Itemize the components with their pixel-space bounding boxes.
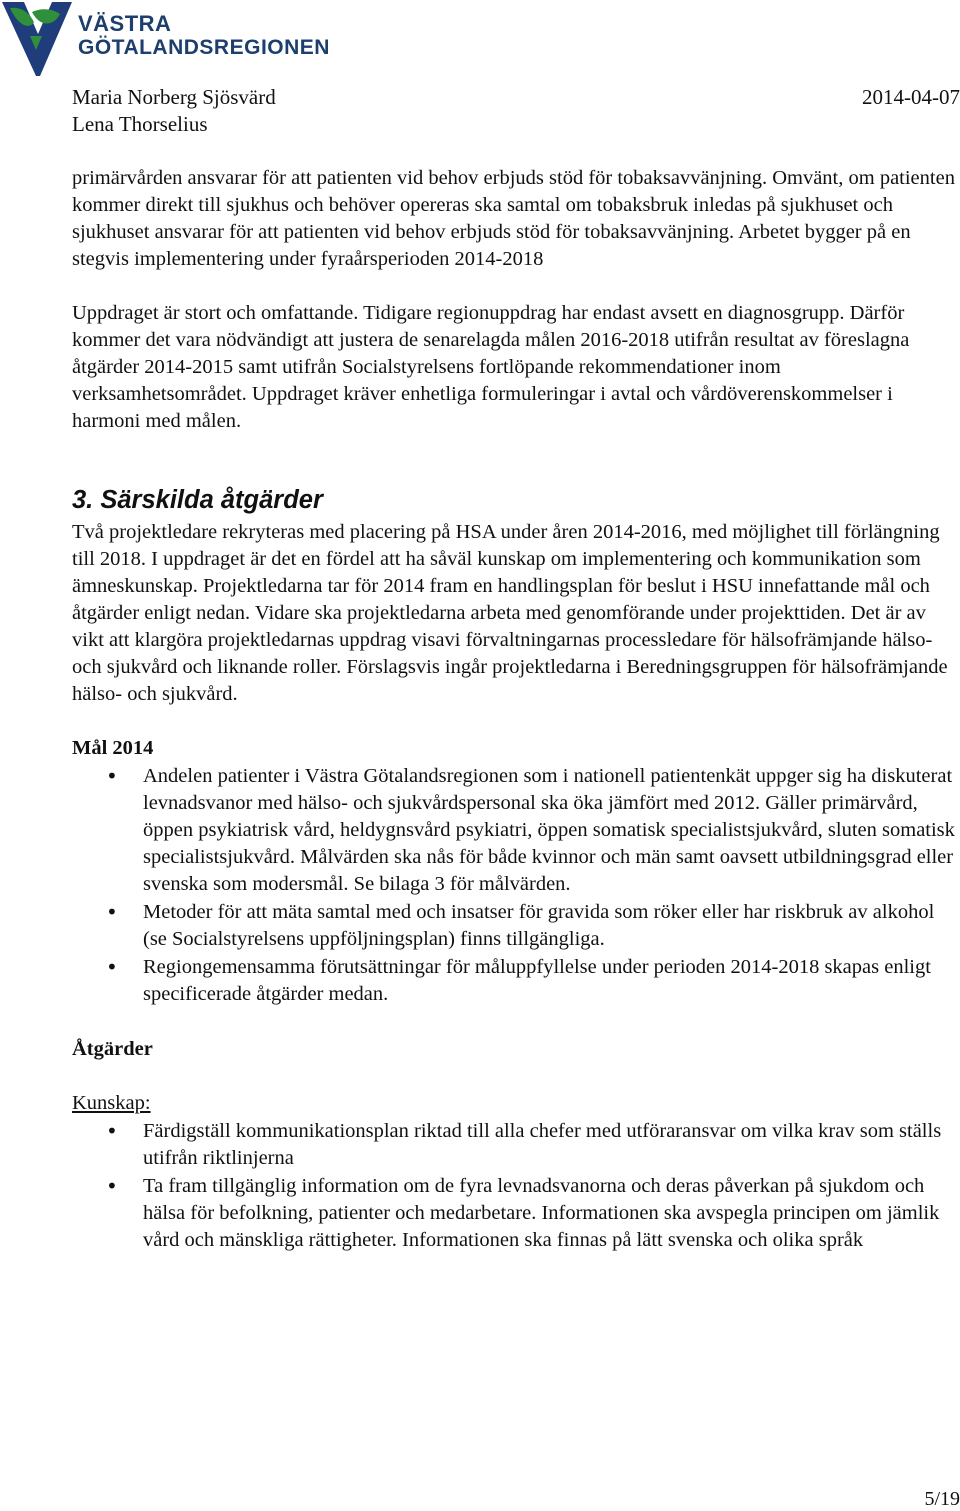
document-date: 2014-04-07 [862,85,960,109]
list-item: • Regiongemensamma förutsättningar för måluppfyllelse under perioden 2014-2018 skapas enligt specificerade åtgärder medan. [143,954,960,1008]
list-item: • Färdigställ kommunikationsplan riktad till alla chefer med utföraransvar om vilka krav som ställs utifrån riktlinjerna [143,1118,960,1172]
vgr-logo [0,0,330,80]
list-item: • Ta fram tillgänglig information om de fyra levnadsvanorna och deras påverkan på sjukdom och hälsa för befolkning, patienter och medarbetare. Informationen ska avspegla principen om jämlik vård och mänskliga rättigheter. Informationen ska finnas på lätt svenska och olika språk [143,1173,960,1254]
paragraph-3: Två projektledare rekryteras med placering på HSA under åren 2014-2016, med möjlighet till förlängning till 2018. I uppdraget är det en fördel att ha såväl kunskap om implementering och kommunikation som ämneskunskap. Projektledarna tar för 2014 fram en handlingsplan för beslut i HSU innefattande mål och åtgärder enligt nedan. Vidare ska projektledarna arbeta med genomförande under projekttiden. Det är av vikt att klargöra projektledarnas uppdrag visavi förvaltningarnas processledare för hälsofrämjande hälso- och sjukvård och liknande roller. Förslagsvis ingår projektledarna i Beredningsgruppen för hälsofrämjande hälso- och sjukvård. [72,521,948,705]
page-number: 5/19 [924,1488,960,1510]
author-1: Maria Norberg Sjösvärd [72,85,276,109]
document-body [72,165,960,1255]
paragraph-2: Uppdraget är stort och omfattande. Tidigare regionuppdrag har endast avsett en diagnosgrupp. Därför kommer det vara nödvändigt att justera de senarelagda målen 2016-2018 utifrån resultat av föreslagna åtgärder 2014-2015 samt utifrån Socialstyrelsens fortlöpande rekommendationer inom verksamhetsområdet. Uppdraget kräver enhetliga formuleringar i avtal och vårdöverenskommelser i harmoni med målen. [72,302,910,432]
list-item: • Andelen patienter i Västra Götalandsregionen som i nationell patientenkät uppger sig ha diskuterat levnadsvanor med hälso- och sjukvårdspersonal ska öka jämfört med 2012. Gäller primärvård, öppen psykiatrisk vård, heldygnsvård psykiatri, öppen somatisk specialistsjukvård, sluten somatisk specialistsjukvård. Målvärden ska nås för både kvinnor och män samt oavsett utbildningsgrad eller svenska som modersmål. Se bilaga 3 för målvärden. [143,763,960,898]
paragraph-1: primärvården ansvarar för att patienten vid behov erbjuds stöd för tobaksavvänjning. Omvänt, om patienten kommer direkt till sjukhus och behöver opereras ska samtal om tobaksbruk inledas på sjukhuset och sjukhuset ansvarar för att patienten vid behov erbjuds stöd för tobaksavvänjning. Arbetet bygger på en stegvis implementering under fyraårsperioden 2014-2018 [72,167,955,270]
logo-text-line1: VÄSTRA [78,11,172,36]
goals-list [72,763,960,1008]
knowledge-heading: Kunskap: [72,1092,151,1114]
section-heading: 3. Särskilda åtgärder [72,486,323,514]
logo-text-line2: GÖTALANDSREGIONEN [78,36,330,59]
knowledge-list [72,1118,960,1254]
list-item: • Metoder för att mäta samtal med och insatser för gravida som röker eller har riskbruk av alkohol (se Socialstyrelsens uppföljningsplan) finns tillgängliga. [143,899,960,953]
author-2: Lena Thorselius [72,112,208,136]
actions-heading: Åtgärder [72,1038,153,1060]
goals-heading: Mål 2014 [72,737,154,759]
vgr-emblem-icon [0,0,78,80]
